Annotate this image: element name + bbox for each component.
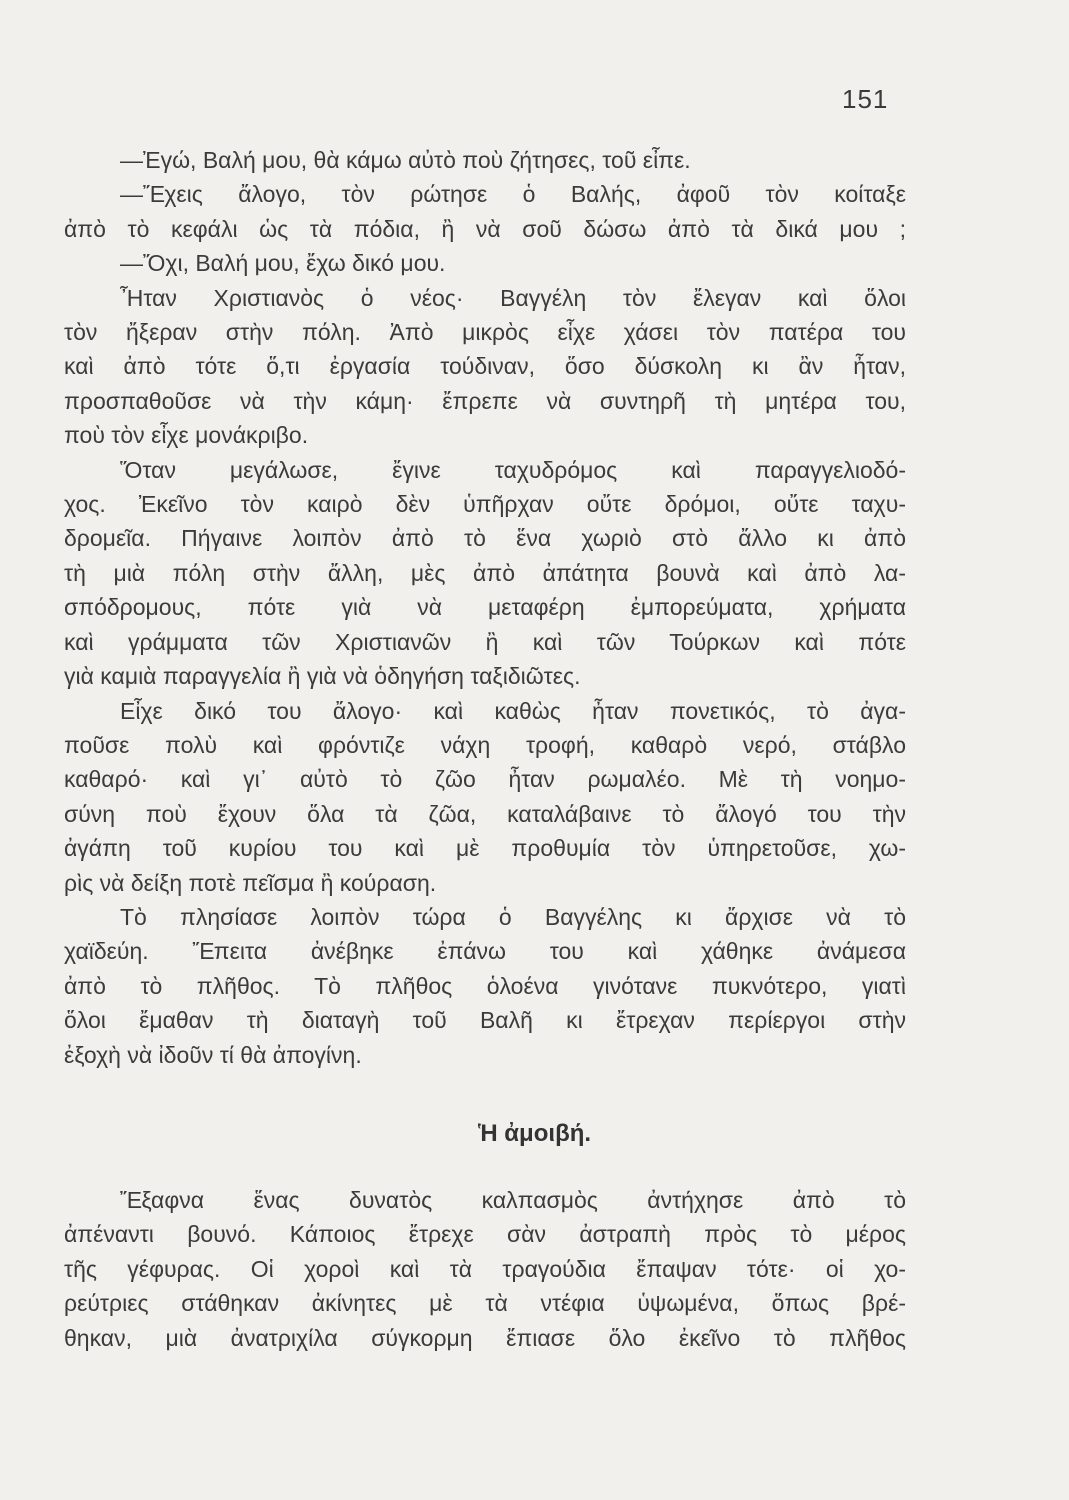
text-line: σπόδρομους, πότε γιὰ νὰ μεταφέρη ἐμπορεύματα, χρήματα <box>64 594 906 621</box>
text-line: τὸν ἤξεραν στὴν πόλη. Ἀπὸ μικρὸς εἶχε χάσει τὸν πατέρα του <box>64 319 906 346</box>
text-line: γιὰ καμιὰ παραγγελία ἢ γιὰ νὰ ὁδηγήση ταξιδιῶτες. <box>64 663 581 690</box>
text-line: τῆς γέφυρας. Οἱ χοροὶ καὶ τὰ τραγούδια ἔπαψαν τότε· οἱ χο- <box>64 1255 906 1282</box>
text-line: ἐξοχὴ νὰ ἰδοῦν τί θὰ ἀπογίνη. <box>64 1041 362 1068</box>
text-line: θηκαν, μιὰ ἀνατριχίλα σύγκορμη ἔπιασε ὅλο ἐκεῖνο τὸ πλῆθος <box>64 1324 906 1351</box>
text-line: Ἦταν Χριστιανὸς ὁ νέος· Βαγγέλη τὸν ἔλεγαν καὶ ὅλοι <box>120 284 906 311</box>
text-line: ποῦσε πολὺ καὶ φρόντιζε νάχη τροφή, καθαρὸ νερό, στάβλο <box>64 731 906 758</box>
text-line: —Ὄχι, Βαλή μου, ἔχω δικό μου. <box>120 250 446 277</box>
text-line: σύνη ποὺ ἔχουν ὅλα τὰ ζῶα, καταλάβαινε τὸ ἄλογό του τὴν <box>64 800 906 827</box>
body-text-top <box>64 143 906 1072</box>
text-line: Ἔξαφνα ἕνας δυνατὸς καλπασμὸς ἀντήχησε ἀπὸ τὸ <box>120 1187 906 1213</box>
text-line: Ὅταν μεγάλωσε, ἔγινε ταχυδρόμος καὶ παραγγελιοδό- <box>120 456 906 483</box>
text-line: χος. Ἐκεῖνο τὸν καιρὸ δὲν ὑπῆρχαν οὔτε δρόμοι, οὔτε ταχυ- <box>64 491 906 518</box>
text-line: ὅλοι ἔμαθαν τὴ διαταγὴ τοῦ Βαλῆ κι ἔτρεχαν περίεργοι στὴν <box>64 1007 906 1034</box>
text-line: προσπαθοῦσε νὰ τὴν κάμη· ἔπρεπε νὰ συντηρῆ τὴ μητέρα του, <box>64 387 906 414</box>
section-heading: Ἡ ἀμοιβή. <box>477 1120 592 1147</box>
page-number: 151 <box>842 84 889 114</box>
text-line: καὶ γράμματα τῶν Χριστιανῶν ἢ καὶ τῶν Τούρκων καὶ πότε <box>64 628 906 655</box>
text-line: ρεύτριες στάθηκαν ἀκίνητες μὲ τὰ ντέφια ὑψωμένα, ὅπως βρέ- <box>64 1290 906 1317</box>
text-line: δρομεῖα. Πήγαινε λοιπὸν ἀπὸ τὸ ἕνα χωριὸ στὸ ἄλλο κι ἀπὸ <box>64 525 906 552</box>
text-line: καὶ ἀπὸ τότε ὅ,τι ἐργασία τούδιναν, ὅσο δύσκολη κι ἂν ἦταν, <box>64 353 906 380</box>
text-line: ἀγάπη τοῦ κυρίου του καὶ μὲ προθυμία τὸν ὑπηρετοῦσε, χω- <box>64 835 906 862</box>
text-line: ἀπὸ τὸ πλῆθος. Τὸ πλῆθος ὁλοένα γινότανε πυκνότερο, γιατὶ <box>64 972 906 999</box>
body-text-bottom <box>64 1183 906 1355</box>
text-line: —Ἐγώ, Βαλή μου, θὰ κάμω αὐτὸ ποὺ ζήτησες, τοῦ εἶπε. <box>120 147 691 173</box>
text-line: —Ἔχεις ἄλογο, τὸν ρώτησε ὁ Βαλής, ἀφοῦ τὸν κοίταξε <box>120 181 906 208</box>
text-line: Τὸ πλησίασε λοιπὸν τώρα ὁ Βαγγέλης κι ἄρχισε νὰ τὸ <box>120 903 906 930</box>
text-line: ρὶς νὰ δείξη ποτὲ πεῖσμα ἢ κούραση. <box>64 869 437 896</box>
text-line: ἀπέναντι βουνό. Κάποιος ἔτρεχε σὰν ἀστραπὴ πρὸς τὸ μέρος <box>64 1221 906 1248</box>
text-line: ποὺ τὸν εἶχε μονάκριβο. <box>64 422 309 449</box>
text-line: Εἶχε δικό του ἄλογο· καὶ καθὼς ἦταν πονετικός, τὸ ἀγα- <box>120 697 906 724</box>
text-line: καθαρό· καὶ γι᾽ αὐτὸ τὸ ζῶο ἦταν ρωμαλέο. Μὲ τὴ νοημο- <box>64 766 906 793</box>
text-line: χαϊδεύη. Ἔπειτα ἀνέβηκε ἐπάνω του καὶ χάθηκε ἀνάμεσα <box>64 938 906 965</box>
text-line: ἀπὸ τὸ κεφάλι ὡς τὰ πόδια, ἢ νὰ σοῦ δώσω ἀπὸ τὰ δικά μου ; <box>64 215 906 242</box>
text-line: τὴ μιὰ πόλη στὴν ἄλλη, μὲς ἀπὸ ἀπάτητα βουνὰ καὶ ἀπὸ λα- <box>64 559 906 586</box>
